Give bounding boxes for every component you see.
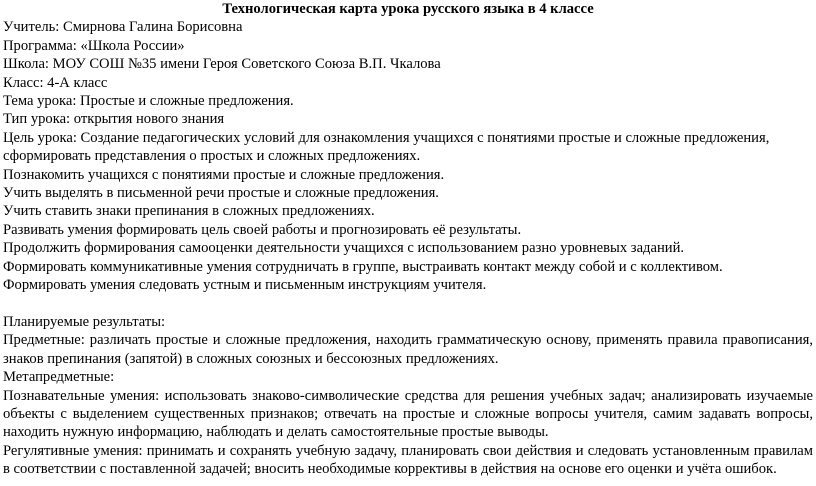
results-heading: Планируемые результаты: xyxy=(3,313,166,330)
task-item: Формировать умения следовать устным и письменным инструкциям учителя. xyxy=(3,277,487,294)
meta-results-heading: Метапредметные: xyxy=(3,369,115,386)
task-item: Учить ставить знаки препинания в сложных предложениях. xyxy=(3,203,375,220)
cognitive-skills: Познавательные умения: использовать знаково-символические средства для решения учебных задач; анализировать изучаемые объекты с выделением существенных признаков; отвечать на простые и сложные вопросы учителя, самим задавать вопросы, находить нужную информацию, наблюдать и делать самостоятельные простые выводы. xyxy=(3,387,813,441)
lesson-type-line: Тип урока: открытия нового знания xyxy=(3,111,225,128)
subject-results: Предметные: различать простые и сложные предложения, находить грамматическую основу, применять правила правописания, знаков препинания (запятой) в сложных союзных и бессоюзных предложениях. xyxy=(3,332,813,367)
task-item: Учить выделять в письменной речи простые и сложные предложения. xyxy=(3,185,439,202)
program-line: Программа: «Школа России» xyxy=(3,37,185,54)
regulative-skills: Регулятивные умения: принимать и сохранять учебную задачу, планировать свои действия и следовать установленным правилам в соответствии с поставленной задачей; вносить необходимые коррективы в действия на основе его оценки и учёта ошибок. xyxy=(3,442,813,478)
task-item: Развивать умения формировать цель своей работы и прогнозировать её результаты. xyxy=(3,221,522,238)
document-title: Технологическая карта урока русского языка в 4 классе xyxy=(222,1,594,17)
class-line: Класс: 4-А класс xyxy=(3,74,108,91)
task-item: Познакомить учащихся с понятиями простые и сложные предложения. xyxy=(3,166,445,183)
blank-line xyxy=(3,295,813,313)
lesson-goal: Цель урока: Создание педагогических условий для ознакомления учащихся с понятиями простые и сложные предложения, сформировать представления о простых и сложных предложениях. xyxy=(3,129,770,165)
school-line: Школа: МОУ СОШ №35 имени Героя Советского Союза В.П. Чкалова xyxy=(3,56,441,73)
teacher-line: Учитель: Смирнова Галина Борисовна xyxy=(3,19,243,36)
task-item: Продолжить формирования самооценки деятельности учащихся с использованием разно уровневых заданий. xyxy=(3,240,685,257)
task-item: Формировать коммуникативные умения сотрудничать в группе, выстраивать контакт между собой и с коллективом. xyxy=(3,258,723,275)
topic-line: Тема урока: Простые и сложные предложения. xyxy=(3,93,294,110)
